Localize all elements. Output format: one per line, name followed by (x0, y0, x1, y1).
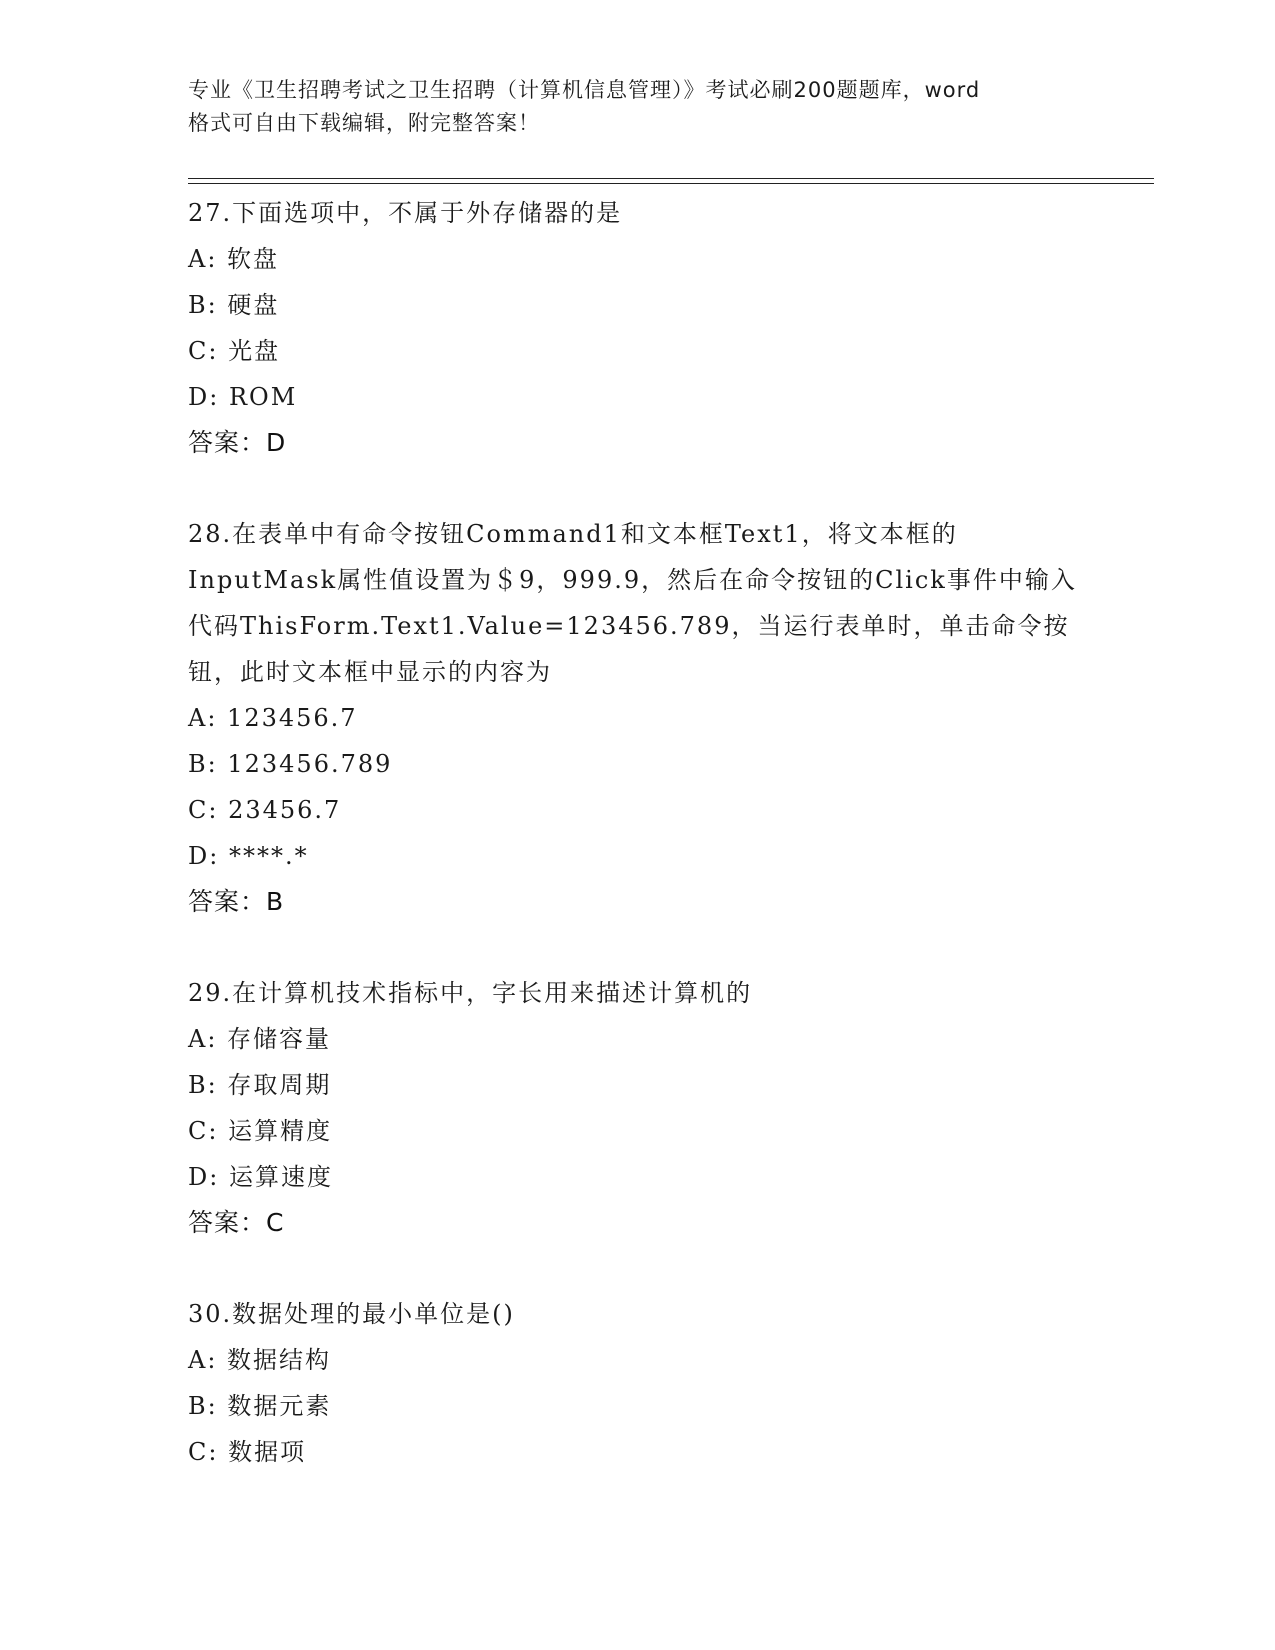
option-b: B: 数据元素 (188, 1392, 332, 1420)
question-28 (188, 511, 1088, 925)
question-stem: 28.在表单中有命令按钮Command1和文本框Text1，将文本框的InputMask属性值设置为＄9，999.9，然后在命令按钮的Click事件中输入代码ThisForm.Text1.Value=123456.789，当运行表单时，单击命令按钮，此时文本框中显示的内容为 (188, 520, 1077, 686)
option-d: D: ****.* (188, 842, 309, 870)
question-stem: 30.数据处理的最小单位是() (188, 1300, 515, 1328)
answer-label: 答案：B (188, 887, 285, 916)
option-a: A: 软盘 (188, 245, 280, 273)
option-b: B: 存取周期 (188, 1071, 332, 1099)
header-divider-bottom (188, 183, 1154, 184)
answer-label: 答案：C (188, 1208, 285, 1237)
option-c: C: 23456.7 (188, 796, 342, 824)
document-header (188, 74, 1088, 140)
question-27 (188, 190, 1088, 466)
header-line-2: 格式可自由下载编辑，附完整答案！ (188, 111, 540, 135)
option-a: A: 存储容量 (188, 1025, 332, 1053)
option-c: C: 运算精度 (188, 1117, 333, 1145)
header-divider-top (188, 178, 1154, 179)
question-30 (188, 1291, 1088, 1475)
option-d: D: 运算速度 (188, 1163, 333, 1191)
option-b: B: 硬盘 (188, 291, 280, 319)
question-stem: 29.在计算机技术指标中，字长用来描述计算机的 (188, 979, 753, 1007)
answer-label: 答案：D (188, 428, 287, 457)
header-line-1: 专业《卫生招聘考试之卫生招聘（计算机信息管理）》考试必刷200题题库，word (188, 78, 981, 102)
option-b: B: 123456.789 (188, 750, 393, 778)
option-a: A: 123456.7 (188, 704, 358, 732)
question-29 (188, 970, 1088, 1246)
option-c: C: 数据项 (188, 1438, 307, 1466)
question-stem: 27.下面选项中，不属于外存储器的是 (188, 199, 623, 227)
option-d: D: ROM (188, 383, 298, 411)
question-list (188, 190, 1088, 1520)
option-a: A: 数据结构 (188, 1346, 332, 1374)
option-c: C: 光盘 (188, 337, 281, 365)
